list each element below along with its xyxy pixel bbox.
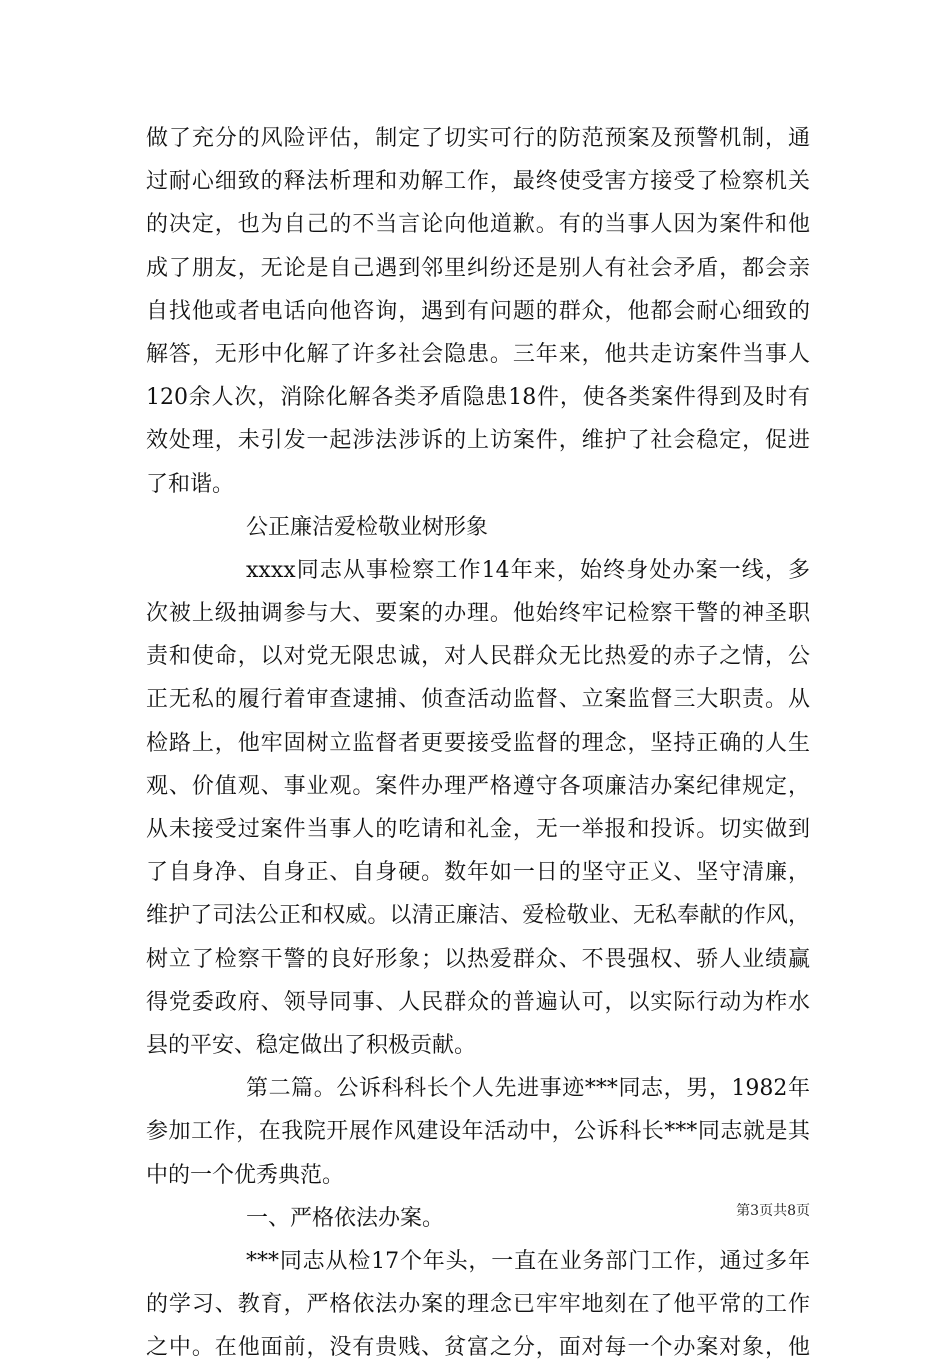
- text-line: 得党委政府、领导同事、人民群众的普遍认可，以实际行动为柞水: [146, 989, 810, 1015]
- text-line: 县的平安、稳定做出了积极贡献。: [146, 1032, 477, 1058]
- paragraph-first-line: ***同志从检17个年头，一直在业务部门工作，通过多年: [246, 1248, 810, 1274]
- section-heading: 公正廉洁爱检敬业树形象: [246, 514, 489, 540]
- text-line: 从未接受过案件当事人的吃请和礼金，无一举报和投诉。切实做到: [146, 817, 810, 842]
- text-line: 责和使命，以对党无限忠诚，对人民群众无比热爱的赤子之情，公: [146, 644, 810, 670]
- text-line: 解答，无形中化解了许多社会隐患。三年来，他共走访案件当事人: [146, 341, 810, 367]
- section-heading: 一、严格依法办案。: [246, 1205, 445, 1231]
- text-line: 正无私的履行着审查逮捕、侦查活动监督、立案监督三大职责。从: [146, 687, 810, 713]
- text-line: 效处理，未引发一起涉法涉诉的上访案件，维护了社会稳定，促进: [146, 428, 810, 454]
- text-line: 了和谐。: [146, 471, 235, 497]
- text-line: 了自身净、自身正、自身硬。数年如一日的坚守正义、坚守清廉，: [146, 860, 810, 886]
- paragraph-first-line: xxxx同志从事检察工作14年来，始终身处办案一线，多: [246, 557, 810, 583]
- text-line: 做了充分的风险评估，制定了切实可行的防范预案及预警机制，通: [146, 126, 810, 151]
- text-line: 维护了司法公正和权威。以清正廉洁、爱检敬业、无私奉献的作风，: [146, 903, 810, 929]
- text-line: 自找他或者电话向他咨询，遇到有问题的群众，他都会耐心细致的: [146, 298, 810, 324]
- text-line: 120余人次，消除化解各类矛盾隐患18件，使各类案件得到及时有: [146, 385, 810, 411]
- text-line: 次被上级抽调参与大、要案的办理。他始终牢记检察干警的神圣职: [146, 601, 810, 627]
- text-line: 成了朋友，无论是自己遇到邻里纠纷还是别人有社会矛盾，都会亲: [146, 255, 810, 281]
- text-line: 过耐心细致的释法析理和劝解工作，最终使受害方接受了检察机关: [146, 169, 810, 195]
- text-line: 参加工作，在我院开展作风建设年活动中，公诉科长***同志就是其: [146, 1119, 810, 1145]
- paragraph-first-line: 第二篇。公诉科科长个人先进事迹***同志，男，1982年: [246, 1076, 810, 1102]
- text-line: 观、价值观、事业观。案件办理严格遵守各项廉洁办案纪律规定，: [146, 773, 810, 799]
- document-body: [146, 117, 810, 1369]
- text-line: 的决定，也为自己的不当言论向他道歉。有的当事人因为案件和他: [146, 212, 810, 238]
- text-line: 的学习、教育，严格依法办案的理念已牢牢地刻在了他平常的工作: [146, 1292, 810, 1318]
- text-line: 之中。在他面前，没有贵贱、贫富之分，面对每一个办案对象，他: [146, 1335, 810, 1361]
- text-line: 检路上，他牢固树立监督者更要接受监督的理念，坚持正确的人生: [146, 730, 810, 756]
- text-line: 树立了检察干警的良好形象；以热爱群众、不畏强权、骄人业绩赢: [146, 946, 810, 972]
- text-line: 中的一个优秀典范。: [146, 1162, 345, 1188]
- page-number: 第3页共8页: [736, 1203, 810, 1219]
